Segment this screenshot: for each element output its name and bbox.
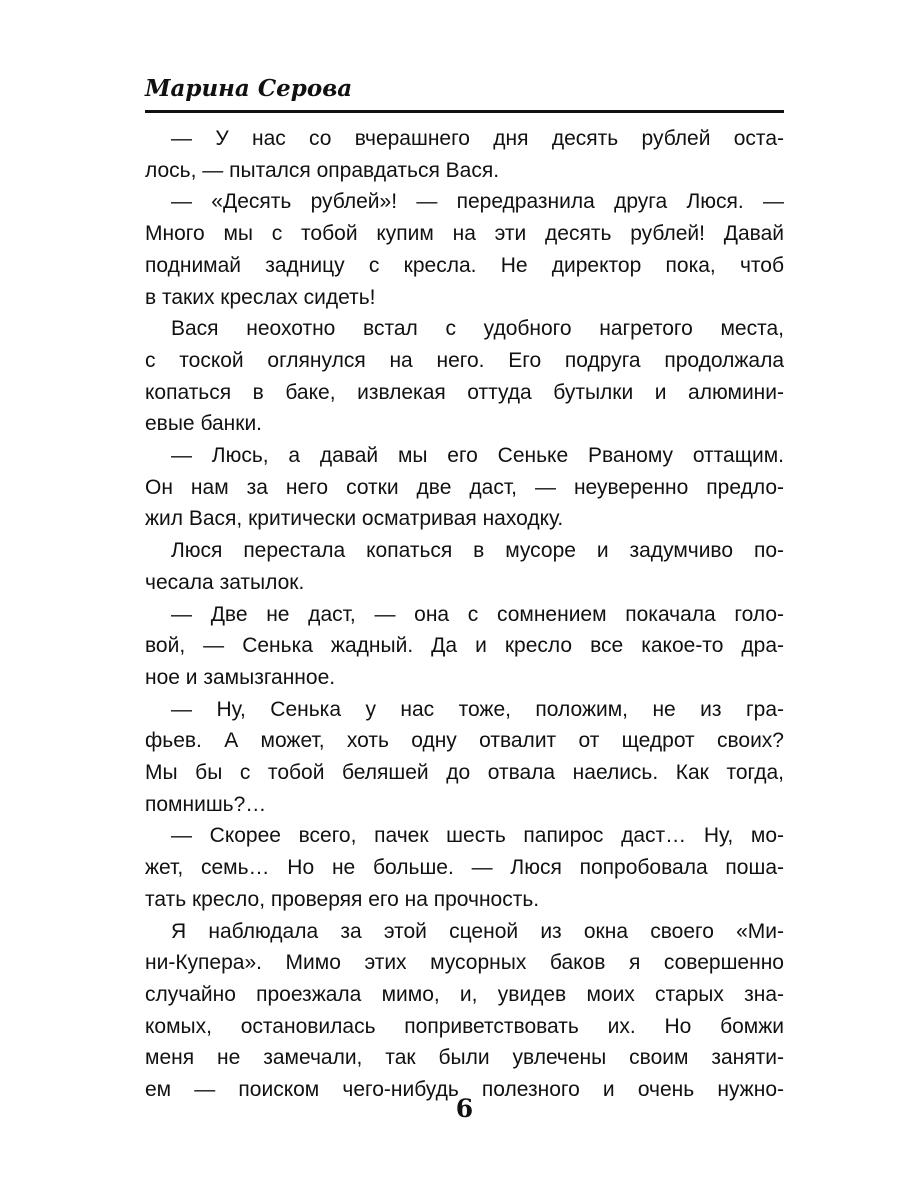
page-number: 6 [455,1094,474,1123]
text-line: тать кресло, проверяя его на прочность. [145,887,540,911]
text-line: ни-Купера». Мимо этих мусорных баков я совершенно [145,951,784,975]
header-rule [145,110,784,113]
text-line: меня не замечали, так были увлечены своим заняти- [145,1046,784,1070]
text-line: ное и замызганное. [145,665,336,689]
text-line: Я наблюдала за этой сценой из окна своего «Ми- [171,919,784,943]
text-line: копаться в баке, извлекая оттуда бутылки и алюмини- [145,380,784,404]
paragraph [145,694,784,821]
text-line: — У нас со вчерашнего дня десять рублей оста- [171,127,784,150]
text-line: вой, — Сенька жадный. Да и кресло все какое-то дра- [145,634,784,658]
text-line: жил Вася, критически осматривая находку. [145,507,564,531]
text-line: в таких креслах сидеть! [145,285,376,309]
running-head-author: Марина Серова [145,75,353,102]
text-line: Мы бы с тобой беляшей до отвала наелись. Как тогда, [145,761,784,785]
paragraph [145,123,784,186]
text-line: евые банки. [145,412,263,436]
paragraph [145,313,784,440]
text-line: помнишь?… [145,792,267,816]
text-line: Люся перестала копаться в мусоре и задумчиво по- [171,539,784,563]
body-text [145,123,784,1106]
text-line: — Люсь, а давай мы его Сеньке Рваному оттащим. [171,444,784,468]
text-line: — Две не даст, — она с сомнением покачала голо- [171,602,784,626]
book-page [145,0,785,1200]
paragraph [145,535,784,598]
text-line: Много мы с тобой купим на эти десять рублей! Давай [145,222,784,246]
paragraph [145,186,784,313]
text-line: комых, остановилась поприветствовать их. Но бомжи [145,1014,784,1038]
text-line: фьев. А может, хоть одну отвалит от щедрот своих? [145,729,784,753]
text-line: жет, семь… Но не больше. — Люся попробовала поша- [145,856,784,880]
text-line: поднимай задницу с кресла. Не директор пока, чтоб [145,253,784,277]
paragraph [145,599,784,694]
text-line: лось, — пытался оправдаться Вася. [145,158,500,182]
text-line: — «Десять рублей»! — передразнила друга Люся. — [171,190,784,214]
paragraph [145,440,784,535]
text-line: Он нам за него сотки две даст, — неуверенно предло- [145,475,784,499]
text-line: ем — поиском чего-нибудь полезного и очень нужно- [145,1078,784,1102]
text-line: Вася неохотно встал с удобного нагретого места, [171,317,784,341]
paragraph [145,820,784,915]
text-line: чесала затылок. [145,570,305,594]
paragraph [145,916,784,1106]
text-line: с тоской оглянулся на него. Его подруга продолжала [145,348,784,372]
text-line: случайно проезжала мимо, и, увидев моих старых зна- [145,982,784,1006]
text-line: — Ну, Сенька у нас тоже, положим, не из гра- [171,697,784,721]
text-line: — Скорее всего, пачек шесть папирос даст… Ну, мо- [171,824,784,848]
